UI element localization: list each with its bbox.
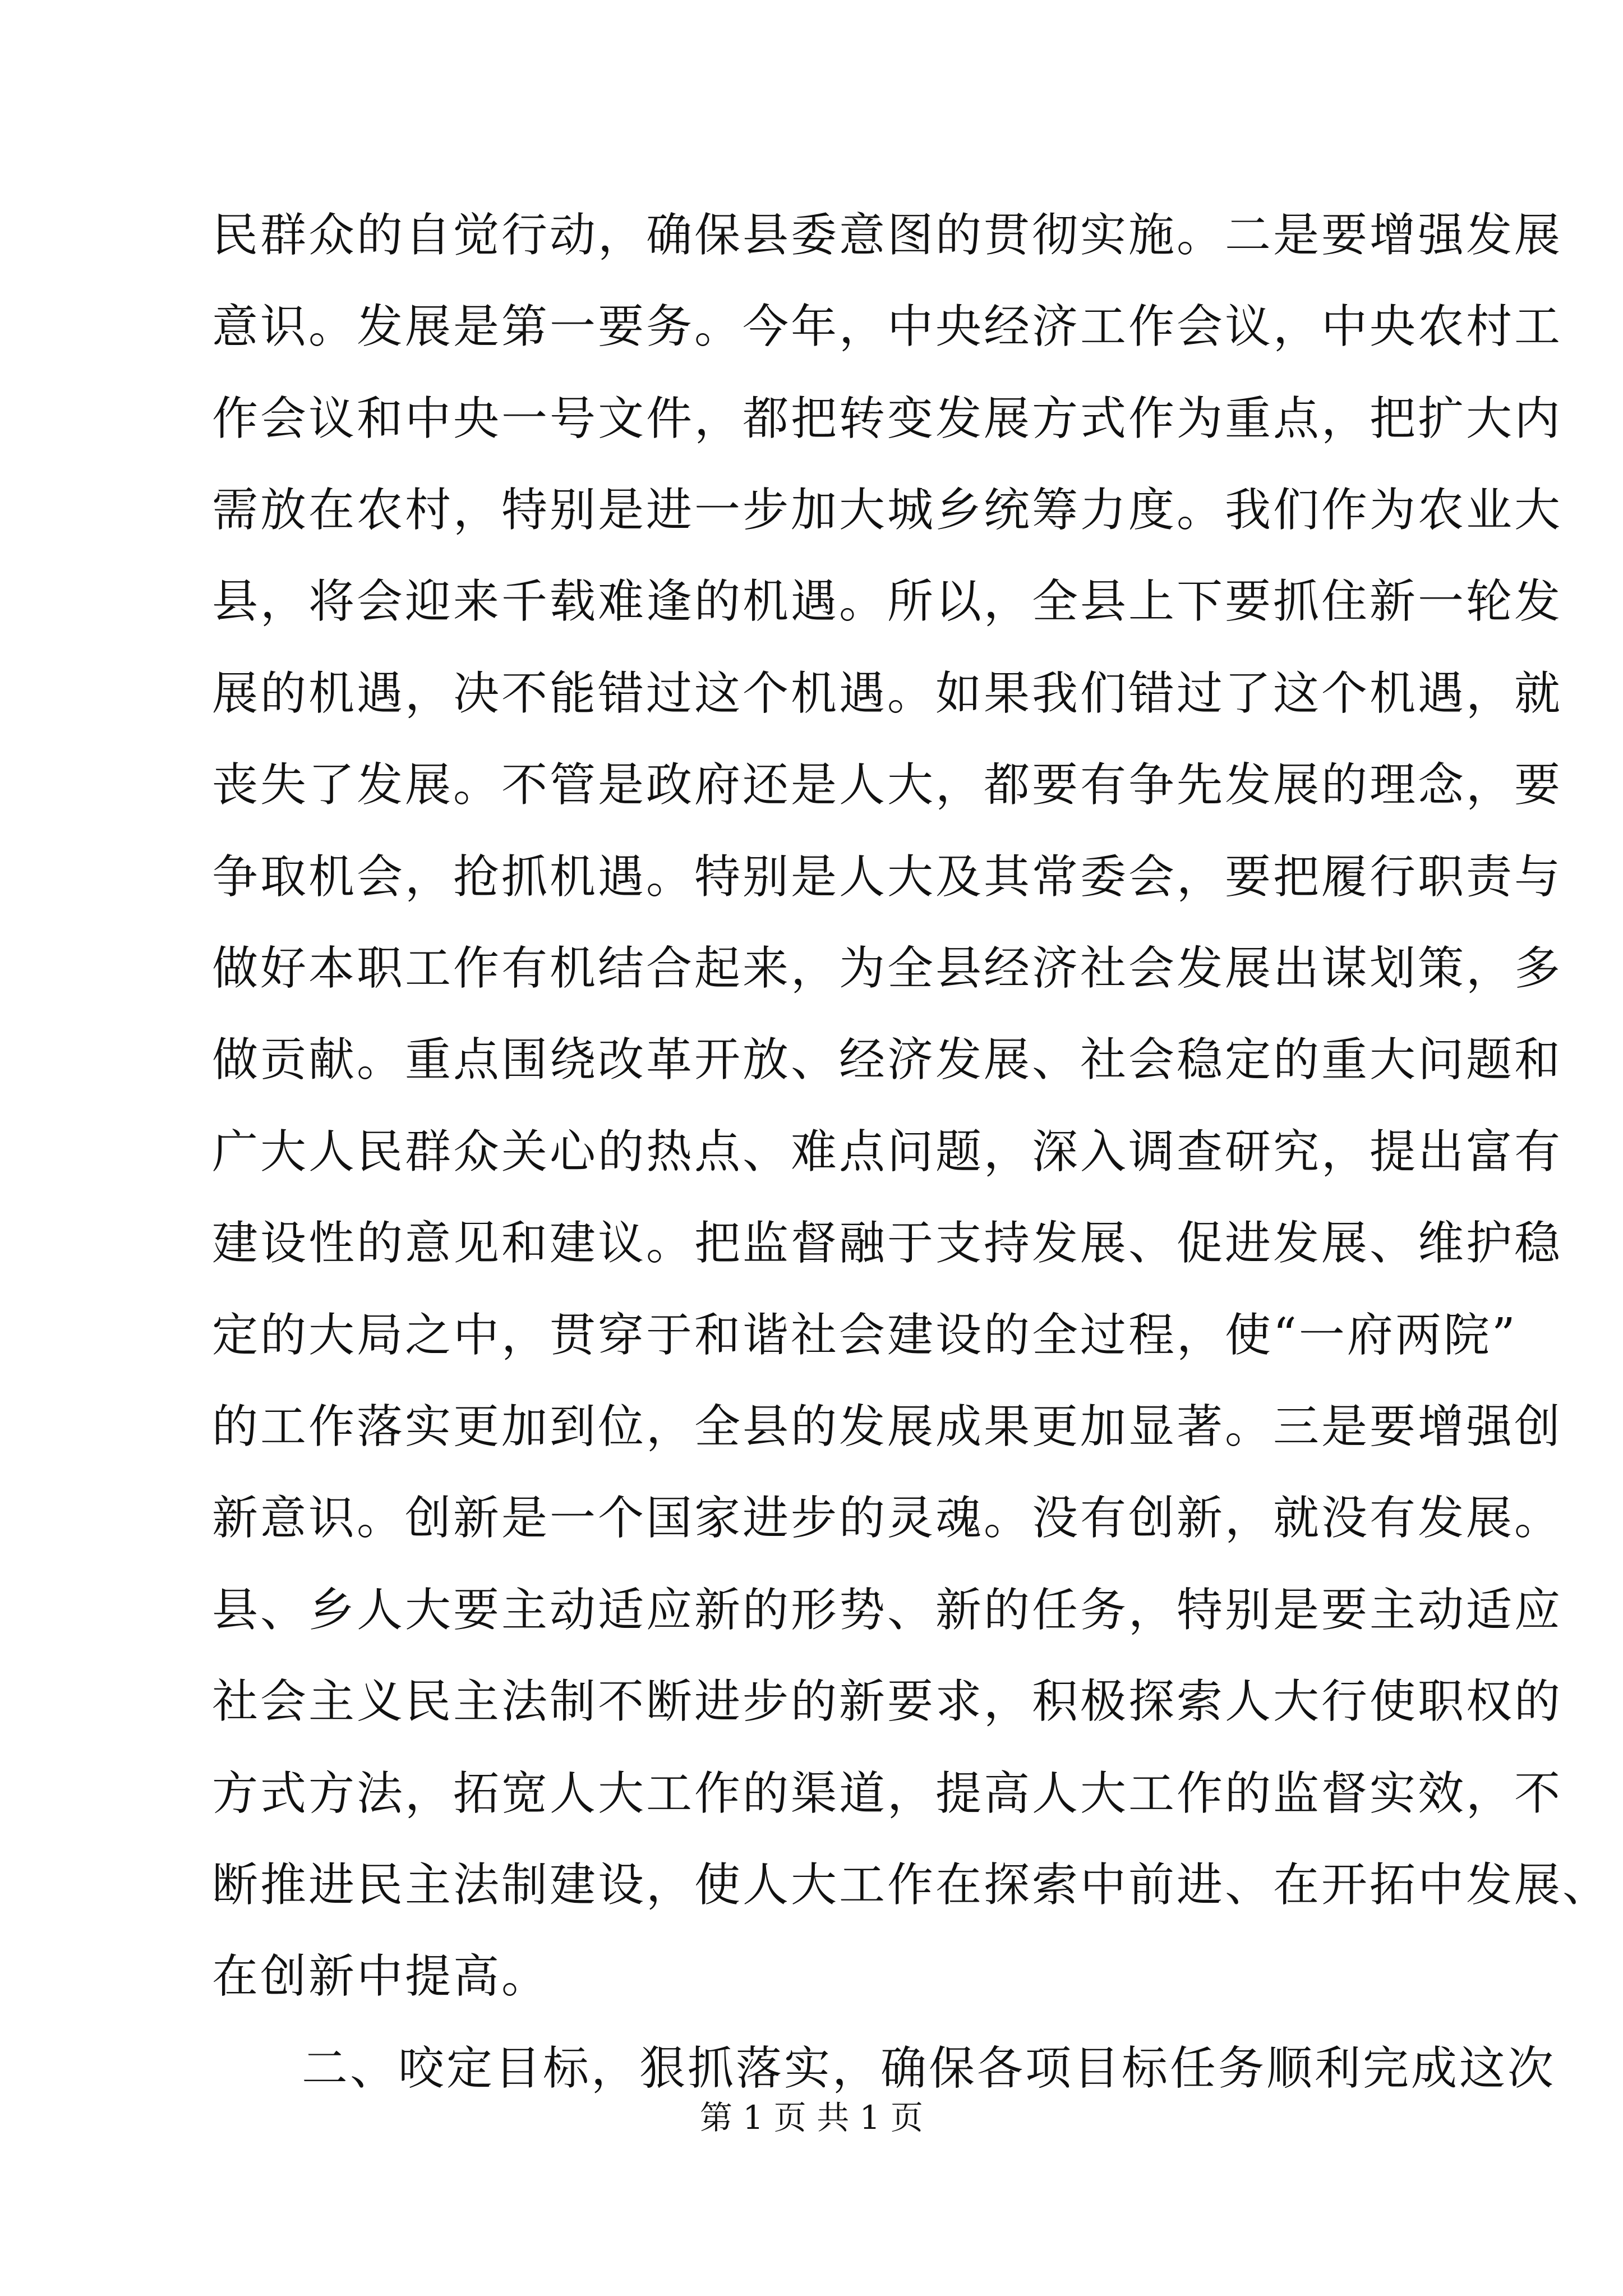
text-line: 需放在农村，特别是进一步加大城乡统筹力度。我们作为农业大 [212, 484, 1563, 537]
text-line: 县，将会迎来千载难逢的机遇。所以，全县上下要抓住新一轮发 [212, 575, 1563, 628]
text-line: 在创新中提高。 [212, 1950, 550, 2003]
text-line: 展的机遇，决不能错过这个机遇。如果我们错过了这个机遇，就 [212, 667, 1563, 720]
text-line: 丧失了发展。不管是政府还是人大，都要有争先发展的理念，要 [212, 758, 1563, 812]
text-line: 新意识。创新是一个国家进步的灵魂。没有创新，就没有发展。 [212, 1492, 1563, 1545]
text-line: 民群众的自觉行动，确保县委意图的贯彻实施。二是要增强发展 [212, 209, 1563, 262]
text-line: 做好本职工作有机结合起来，为全县经济社会发展出谋划策，多 [212, 942, 1563, 995]
text-line: 断推进民主法制建设，使人大工作在探索中前进、在开拓中发展、 [212, 1858, 1611, 1912]
text-line: 做贡献。重点围绕改革开放、经济发展、社会稳定的重大问题和 [212, 1033, 1563, 1087]
text-line: 县、乡人大要主动适应新的形势、新的任务，特别是要主动适应 [212, 1584, 1563, 1637]
page-footer: 第 1 页 共 1 页 [700, 2099, 923, 2137]
text-line: 争取机会，抢抓机遇。特别是人大及其常委会，要把履行职责与 [212, 850, 1563, 904]
text-line: 定的大局之中，贯穿于和谐社会建设的全过程，使“一府两院” [212, 1309, 1518, 1362]
text-line: 广大人民群众关心的热点、难点问题，深入调查研究，提出富有 [212, 1125, 1563, 1179]
text-line: 作会议和中央一号文件，都把转变发展方式作为重点，把扩大内 [212, 392, 1563, 445]
text-line: 建设性的意见和建议。把监督融于支持发展、促进发展、维护稳 [212, 1217, 1563, 1270]
text-line: 方式方法，拓宽人大工作的渠道，提高人大工作的监督实效，不 [212, 1767, 1563, 1820]
text-line: 的工作落实更加到位，全县的发展成果更加显著。三是要增强创 [212, 1400, 1563, 1453]
text-line: 意识。发展是第一要务。今年，中央经济工作会议，中央农村工 [212, 300, 1563, 353]
section-heading-line: 二、咬定目标，狠抓落实，确保各项目标任务顺利完成这次 [302, 2042, 1556, 2095]
text-line: 社会主义民主法制不断进步的新要求，积极探索人大行使职权的 [212, 1675, 1563, 1728]
